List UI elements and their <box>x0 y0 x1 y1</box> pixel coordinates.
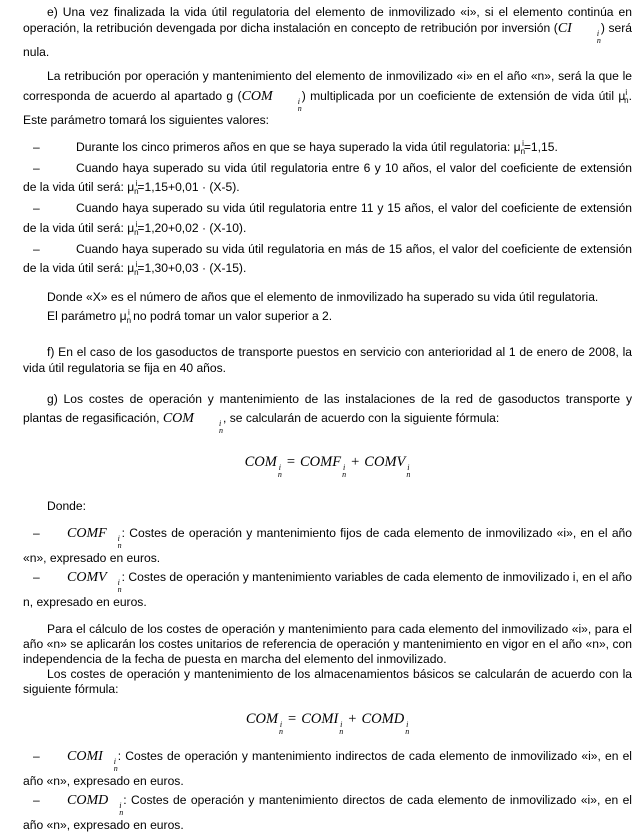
paragraph-g: g) Los costes de operación y mantenimiento de las instalaciones de la red de gasoductos transporte y plantas de regasificación, COM i n , se calcularán de acuerdo con la siguiente fórmula: <box>23 392 632 436</box>
paragraph-e-text-end: ) será nula. <box>23 21 632 60</box>
paragraph-almacenamientos: Los costes de operación y mantenimiento de los almacenamientos básicos se calcularán de acuerdo con la siguiente fórmula: <box>23 667 632 697</box>
paragraph-parametro: El parámetro $\mu_n^i$ no podrá tomar un valor superior a 2. <box>47 308 333 326</box>
paragraph-e <box>23 4 632 60</box>
paragraph-e-text: e) Una vez finalizada la vida útil regulatoria del elemento de inmovilizado «i», si el elemento continúa en operación, la retribución devengada por dicha instalación en concepto de retribución por inversión ( <box>23 5 632 36</box>
list-item-comd: – COMD i n : Costes de operación y mantenimiento directos de cada elemento de inmovilizado «i», en el año «n», expresado en euros. <box>23 793 632 833</box>
paragraph-donde: Donde: <box>47 499 86 514</box>
formula-com-almacenamientos: COM i n = COMI i n + COMD i n <box>245 711 410 737</box>
paragraph-com-extension: La retribución por operación y mantenimiento del elemento de inmovilizado «i» en el año «n», será la que le corresponda de acuerdo al apartado g (COM i n ) multiplicada por un coeficiente de extensión de vida útil $\mu^i_n$. Este parámetro tomará los siguientes valores: <box>23 69 632 127</box>
list-item: – Durante los cinco primeros años en que se haya superado la vida útil regulatoria: $\mu_n^i=1,15$. <box>33 138 558 156</box>
list-item: – Cuando haya superado su vida útil regulatoria entre 6 y 10 años, el valor del coeficiente de extensión de la vida útil será: $\mu_n^i=1,15+0,01 \cdot (X-5)$. <box>23 161 632 197</box>
paragraph-donde-x: Donde «X» es el número de años que el elemento de inmovilizado ha superado su vida útil regulatoria. <box>47 290 599 305</box>
list-item-comv: – COMV i n : Costes de operación y mantenimiento variables de cada elemento de inmovilizado i, en el año n, expresado en euros. <box>23 570 632 610</box>
list-item-comi: – COMI i n : Costes de operación y mantenimiento indirectos de cada elemento de inmovilizado «i», en el año «n», expresado en euros. <box>23 749 632 789</box>
com-symbol: COM i n <box>162 411 223 436</box>
list-item: – Cuando haya superado su vida útil regulatoria entre 11 y 15 años, el valor del coeficiente de extensión de la vida útil será: $\mu_n^i=1,20+0,02 \cdot (X-10)$. <box>23 201 632 237</box>
paragraph-calculo: Para el cálculo de los costes de operación y mantenimiento para cada elemento del inmovilizado «i», para el año «n» se aplicarán los costes unitarios de referencia de operación y mantenimiento en vigor en el año «n», con independencia de la fecha de puesta en marcha del elemento del inmovilizado. <box>23 622 632 667</box>
list-item: – Cuando haya superado su vida útil regulatoria en más de 15 años, el valor del coeficiente de extensión de la vida útil será: $\mu_n^i=1,30+0,03 \cdot (X-15)$. <box>23 241 632 278</box>
list-item-comf: – COMF i n : Costes de operación y mantenimiento fijos de cada elemento de inmovilizado «i», en el año «n», expresado en euros. <box>23 526 632 566</box>
com-symbol: COM i n <box>241 88 302 113</box>
formula-com-total: COM i n = COMF i n + COMV i n <box>244 454 411 480</box>
paragraph-f: f) En el caso de los gasoductos de transporte puestos en servicio con anterioridad al 1 de enero de 2008, la vida útil regulatoria se fija en 40 años. <box>23 344 632 375</box>
ci-symbol: CI i n <box>557 21 601 46</box>
